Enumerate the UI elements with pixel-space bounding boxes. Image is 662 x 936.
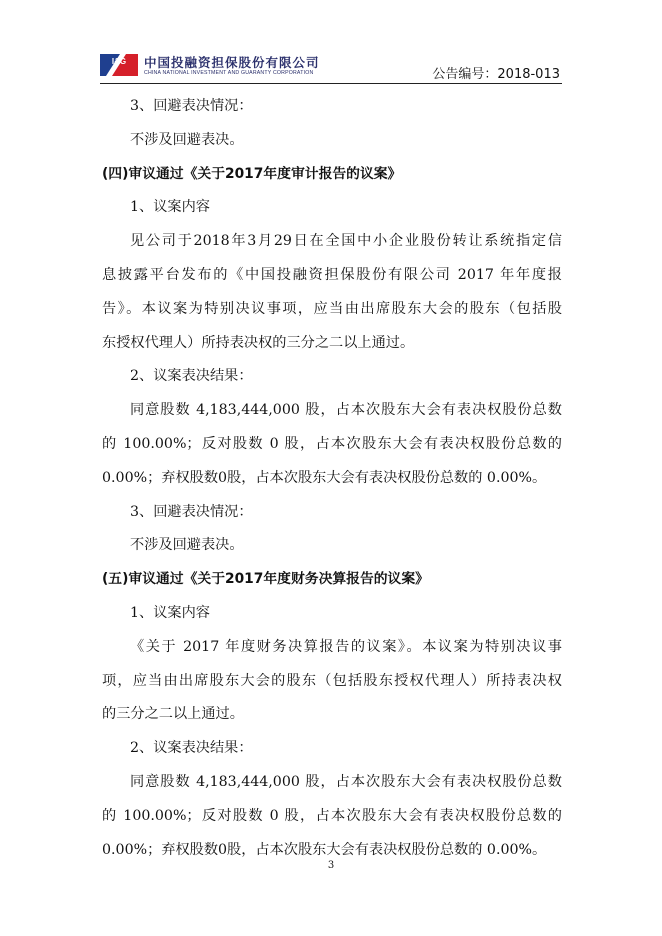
announcement-number: 公告编号：2018-013 (432, 67, 560, 82)
paragraph-line: 0.00%；弃权股数0股，占本次股东大会有表决权股份总数的 0.00%。 (102, 469, 547, 486)
paragraph-line: 0.00%；弃权股数0股，占本次股东大会有表决权股份总数的 0.00%。 (102, 841, 547, 858)
company-name-cn: 中国投融资担保股份有限公司 (144, 55, 320, 70)
paragraph-line: 息披露平台发布的《中国投融资担保股份有限公司 2017 年年度报 (102, 266, 562, 283)
company-logo-icon (100, 52, 138, 78)
vote-avoidance-heading: 3、回避表决情况： (130, 98, 253, 114)
vote-result-heading: 2、议案表决结果： (130, 740, 253, 757)
section-heading-4: (四)审议通过《关于2017年度审计报告的议案》 (102, 165, 402, 182)
paragraph-line: 东授权代理人）所持表决权的三分之二以上通过。 (102, 334, 415, 351)
paragraph-line: 项，应当由出席股东大会的股东（包括股东授权代理人）所持表决权 (102, 672, 562, 689)
company-name-en: CHINA NATIONAL INVESTMENT AND GUARANTY CORPORATION (144, 70, 314, 76)
vote-avoidance-text: 不涉及回避表决。 (130, 131, 244, 148)
document-body (102, 90, 562, 867)
paragraph-line: 告》。本议案为特别决议事项，应当由出席股东大会的股东（包括股 (102, 300, 562, 317)
logo-text: I&G (111, 57, 127, 66)
paragraph-line: 的 100.00%；反对股数 0 股，占本次股东大会有表决权股份总数的 (102, 807, 562, 824)
proposal-content-heading: 1、议案内容 (130, 199, 210, 216)
paragraph-line: 的三分之二以上通过。 (102, 706, 244, 723)
page-number: 3 (327, 860, 335, 871)
proposal-content-heading: 1、议案内容 (130, 604, 210, 621)
header-divider (100, 83, 562, 84)
paragraph-line: 《关于 2017 年度财务决算报告的议案》。本议案为特别决议事 (130, 638, 562, 655)
paragraph-line: 见公司于2018年3月29日在全国中小企业股份转让系统指定信 (130, 233, 562, 250)
vote-avoidance-heading: 3、回避表决情况： (130, 503, 253, 520)
section-heading-5: (五)审议通过《关于2017年度财务决算报告的议案》 (102, 571, 429, 588)
paragraph-line: 同意股数 4,183,444,000 股，占本次股东大会有表决权股份总数 (130, 402, 562, 419)
page-header (100, 46, 562, 84)
vote-avoidance-text: 不涉及回避表决。 (130, 537, 244, 554)
vote-result-heading: 2、议案表决结果： (130, 368, 253, 385)
paragraph-line: 的 100.00%；反对股数 0 股，占本次股东大会有表决权股份总数的 (102, 435, 562, 452)
paragraph-line: 同意股数 4,183,444,000 股，占本次股东大会有表决权股份总数 (130, 773, 562, 790)
